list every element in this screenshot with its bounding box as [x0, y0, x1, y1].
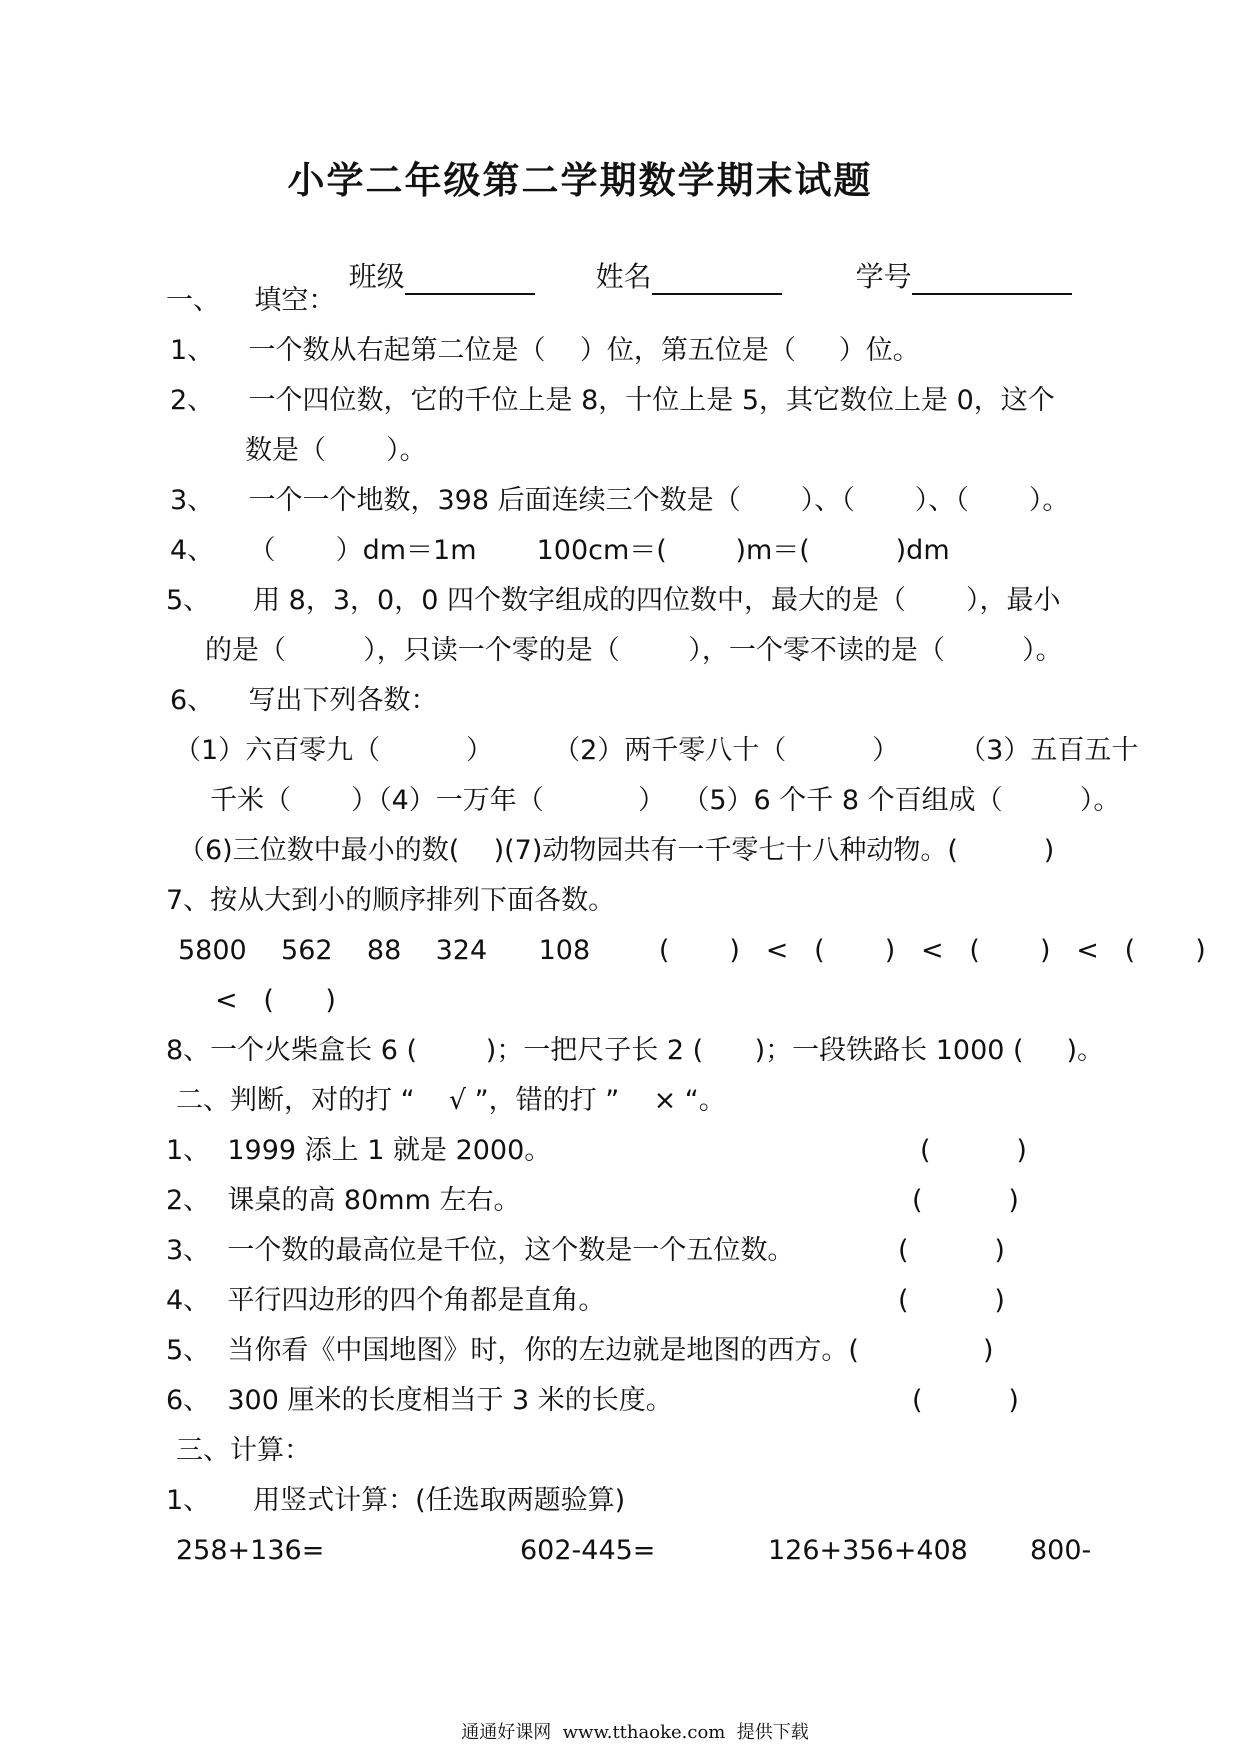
section-heading-fill: 一、 填空：	[166, 285, 336, 316]
section-heading-judge: 二、判断，对的打 “ √ ”，错的打 ” × “。	[176, 1085, 726, 1116]
calc-problem: 800-	[1030, 1535, 1092, 1566]
question-line: 8、一个火柴盒长 6 ( )；一把尺子长 2 ( )；一段铁路长 1000 ( )。	[166, 1035, 1105, 1066]
question-line: < ( )	[215, 985, 336, 1016]
student-number-field	[820, 222, 1072, 328]
question-line: 2、 一个四位数，它的千位上是 8，十位上是 5，其它数位上是 0，这个	[170, 385, 1055, 416]
answer-bracket: )	[983, 1335, 994, 1366]
question-line: （6)三位数中最小的数( )(7)动物园共有一千零七十八种动物。( )	[178, 835, 1055, 866]
question-line: 5、 用 8，3，0，0 四个数字组成的四位数中，最大的是（ ），最小	[166, 585, 1061, 616]
student-number-blank	[912, 263, 1072, 295]
question-line: 7、按从大到小的顺序排列下面各数。	[166, 885, 616, 916]
answer-bracket: ( )	[912, 1385, 1019, 1416]
question-line: 数是（ ）。	[245, 435, 427, 466]
question-line: 6、 写出下列各数：	[170, 685, 438, 716]
student-number-label: 学号	[855, 260, 912, 293]
calc-problem: 258+136=	[176, 1535, 325, 1566]
answer-bracket: ( )	[898, 1235, 1005, 1266]
judge-item: 2、 课桌的高 80mm 左右。	[166, 1185, 521, 1216]
class-label: 班级	[348, 260, 405, 293]
page-title: 小学二年级第二学期数学期末试题	[287, 159, 873, 202]
footer-source: 通通好课网 www.tthaoke.com 提供下载	[461, 1722, 809, 1743]
calc-problem: 126+356+408	[768, 1535, 968, 1566]
answer-bracket: ( )	[912, 1185, 1019, 1216]
name-field	[560, 222, 782, 328]
judge-item: 3、 一个数的最高位是千位，这个数是一个五位数。	[166, 1235, 795, 1266]
name-blank	[652, 263, 782, 295]
question-line: 千米（ ）（4）一万年（ ） （5）6 个千 8 个百组成（ ）。	[210, 785, 1121, 816]
class-blank	[405, 263, 535, 295]
calc-problem: 602-445=	[520, 1535, 656, 1566]
judge-item: 5、 当你看《中国地图》时，你的左边就是地图的西方。(	[166, 1335, 859, 1366]
question-line: （1）六百零九（ ） （2）两千零八十（ ） （3）五百五十	[174, 735, 1139, 766]
answer-bracket: ( )	[920, 1135, 1027, 1166]
question-line: 4、 （ ）dm＝1m 100cm＝( )m＝( )dm	[170, 535, 950, 566]
judge-item: 4、 平行四边形的四个角都是直角。	[166, 1285, 606, 1316]
question-line: 3、 一个一个地数，398 后面连续三个数是（ ）、（ ）、（ ）。	[170, 485, 1070, 516]
name-label: 姓名	[595, 260, 652, 293]
question-line: 1、 一个数从右起第二位是（ ）位，第五位是（ ）位。	[170, 335, 920, 366]
judge-item: 1、 1999 添上 1 就是 2000。	[166, 1135, 552, 1166]
section-heading-calc: 三、计算：	[176, 1435, 311, 1466]
question-line: 1、 用竖式计算：(任选取两题验算)	[166, 1485, 626, 1516]
question-line: 5800 562 88 324 108 ( ) < ( ) < ( ) < ( )	[178, 935, 1206, 966]
answer-bracket: ( )	[898, 1285, 1005, 1316]
class-field	[313, 222, 535, 328]
judge-item: 6、 300 厘米的长度相当于 3 米的长度。	[166, 1385, 673, 1416]
question-line: 的是（ ），只读一个零的是（ ），一个零不读的是（ ）。	[205, 635, 1063, 666]
